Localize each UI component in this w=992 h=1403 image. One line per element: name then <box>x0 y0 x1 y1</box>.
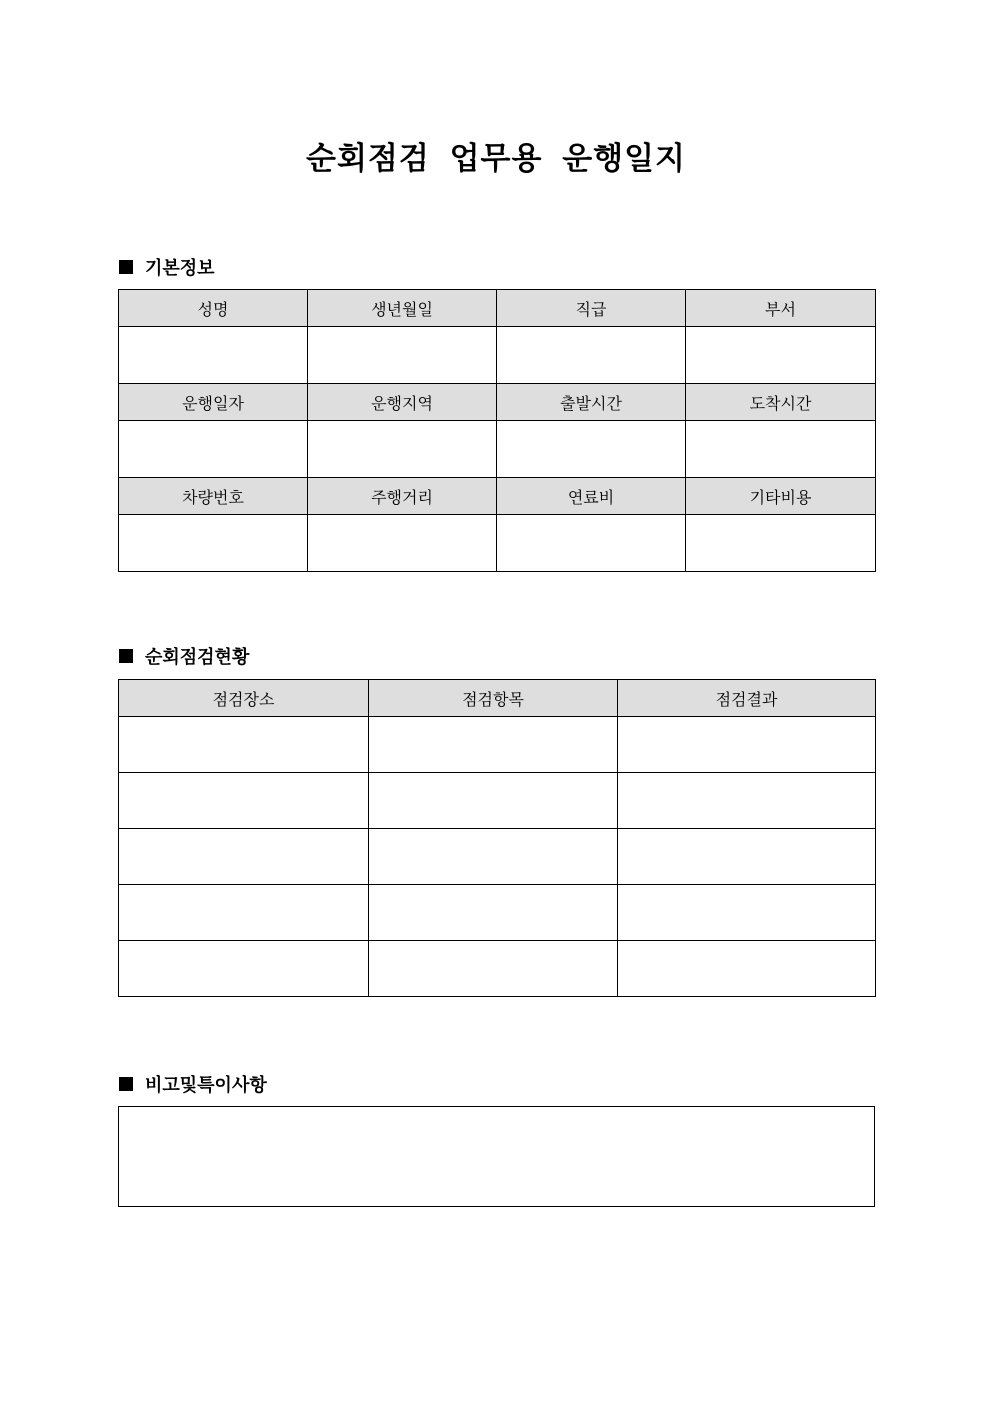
table-header-cell: 도착시간 <box>686 384 876 421</box>
table-header-cell: 생년월일 <box>308 290 497 327</box>
table-row <box>119 885 876 941</box>
input-cell-inspection-result[interactable] <box>618 717 876 773</box>
input-cell-rank[interactable] <box>497 327 686 384</box>
section-heading-label: 순회점검현황 <box>145 647 250 668</box>
remarks-input-box[interactable] <box>118 1106 875 1207</box>
input-cell-inspection-result[interactable] <box>618 773 876 829</box>
section-heading-label: 기본정보 <box>145 258 215 279</box>
table-row <box>119 829 876 885</box>
table-header-row <box>119 384 876 421</box>
input-cell-inspection-item[interactable] <box>369 717 618 773</box>
table-header-row <box>119 680 876 717</box>
table-header-cell: 운행일자 <box>119 384 308 421</box>
table-header-cell: 연료비 <box>497 478 686 515</box>
table-row <box>119 773 876 829</box>
input-cell-drive-date[interactable] <box>119 421 308 478</box>
black-square-icon <box>119 1077 133 1091</box>
table-header-cell: 점검장소 <box>119 680 369 717</box>
basic-info-table <box>118 289 876 572</box>
table-header-cell: 성명 <box>119 290 308 327</box>
table-header-cell: 기타비용 <box>686 478 876 515</box>
input-cell-inspection-result[interactable] <box>618 829 876 885</box>
input-cell-inspection-place[interactable] <box>119 829 369 885</box>
input-cell-inspection-item[interactable] <box>369 773 618 829</box>
table-header-cell: 운행지역 <box>308 384 497 421</box>
input-cell-department[interactable] <box>686 327 876 384</box>
table-row <box>119 941 876 997</box>
black-square-icon <box>119 649 133 663</box>
input-cell-fuel-cost[interactable] <box>497 515 686 572</box>
input-cell-mileage[interactable] <box>308 515 497 572</box>
table-row <box>119 421 876 478</box>
document-title: 순회점검 업무용 운행일지 <box>306 141 686 177</box>
section-heading-label: 비고및특이사항 <box>145 1075 267 1096</box>
table-header-cell: 주행거리 <box>308 478 497 515</box>
section-heading-remarks <box>119 1071 267 1097</box>
input-cell-inspection-place[interactable] <box>119 885 369 941</box>
input-cell-birthdate[interactable] <box>308 327 497 384</box>
black-square-icon <box>119 260 133 274</box>
table-header-cell: 차량번호 <box>119 478 308 515</box>
input-cell-inspection-result[interactable] <box>618 885 876 941</box>
input-cell-other-cost[interactable] <box>686 515 876 572</box>
table-header-cell: 부서 <box>686 290 876 327</box>
input-cell-vehicle-number[interactable] <box>119 515 308 572</box>
input-cell-inspection-item[interactable] <box>369 885 618 941</box>
table-header-cell: 점검항목 <box>369 680 618 717</box>
input-cell-inspection-result[interactable] <box>618 941 876 997</box>
table-header-cell: 직급 <box>497 290 686 327</box>
table-header-row <box>119 290 876 327</box>
input-cell-inspection-place[interactable] <box>119 717 369 773</box>
input-cell-name[interactable] <box>119 327 308 384</box>
section-heading-basic-info <box>119 254 215 280</box>
table-header-row <box>119 478 876 515</box>
input-cell-inspection-item[interactable] <box>369 829 618 885</box>
table-row <box>119 717 876 773</box>
input-cell-inspection-place[interactable] <box>119 773 369 829</box>
input-cell-inspection-place[interactable] <box>119 941 369 997</box>
input-cell-drive-region[interactable] <box>308 421 497 478</box>
table-row <box>119 327 876 384</box>
input-cell-arrival-time[interactable] <box>686 421 876 478</box>
table-header-cell: 출발시간 <box>497 384 686 421</box>
table-row <box>119 515 876 572</box>
table-header-cell: 점검결과 <box>618 680 876 717</box>
section-heading-inspection-status <box>119 643 249 669</box>
input-cell-inspection-item[interactable] <box>369 941 618 997</box>
input-cell-departure-time[interactable] <box>497 421 686 478</box>
inspection-status-table <box>118 679 876 997</box>
